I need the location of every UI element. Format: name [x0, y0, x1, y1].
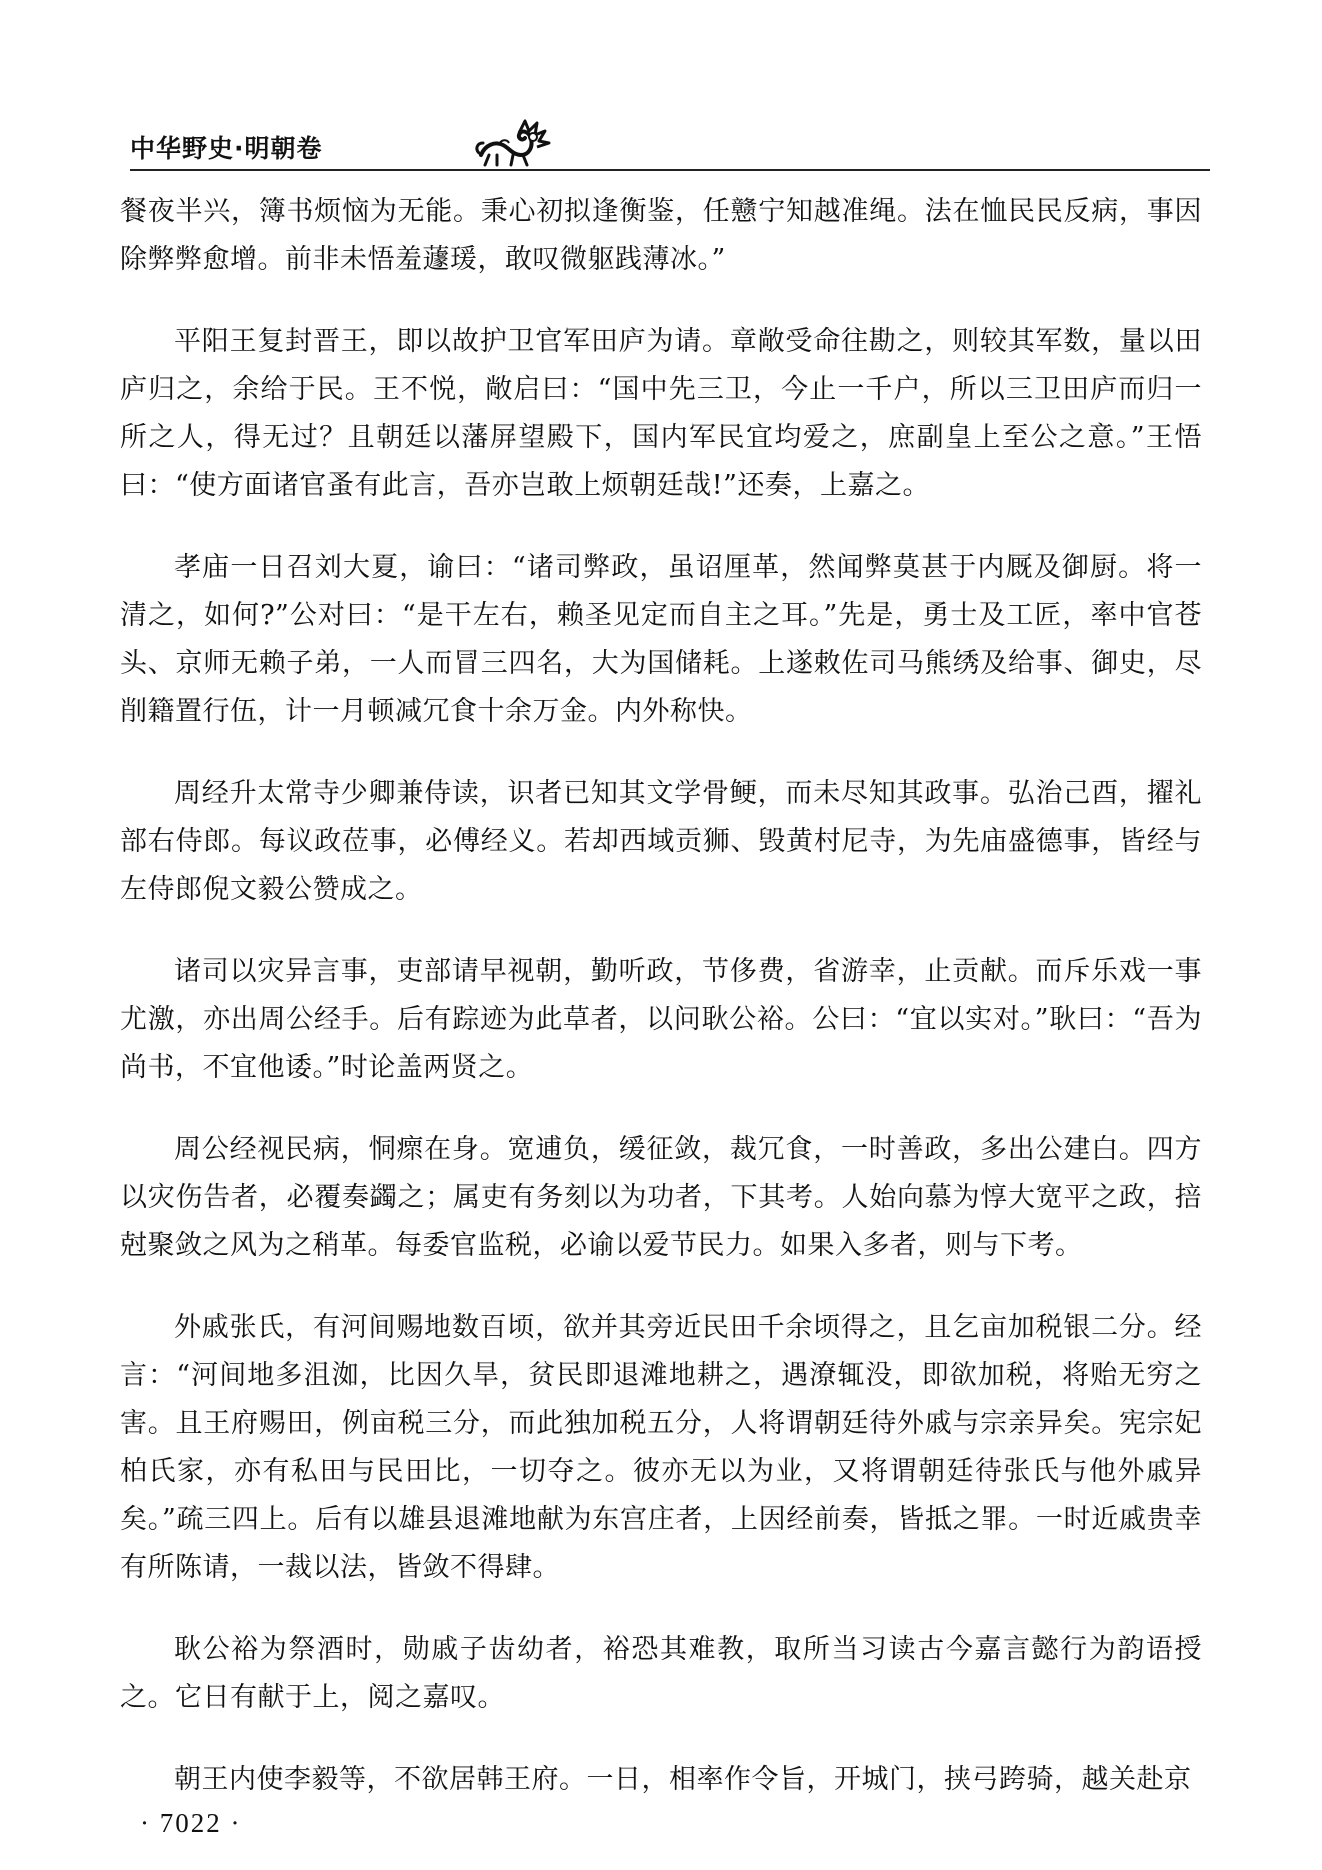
paragraph: 餐夜半兴，簿书烦恼为无能。秉心初拟逢衡鉴，任戆宁知越准绳。法在恤民民反病，事因除弊弊愈增。前非未悟羞蘧瑗，敢叹微躯践薄冰。”: [120, 196, 1202, 275]
paragraph: 周公经视民病，恫瘝在身。宽逋负，缓征敛，裁冗食，一时善政，多出公建白。四方以灾伤告者，必覆奏蠲之；属吏有务刻以为功者，下其考。人始向慕为惇大宽平之政，掊尅聚敛之风为之稍革。每委官监税，必谕以爱节民力。如果入多者，则与下考。: [120, 1134, 1202, 1261]
paragraph: 周经升太常寺少卿兼侍读，识者已知其文学骨鲠，而未尽知其政事。弘治己酉，擢礼部右侍郎。每议政莅事，必傅经义。若却西域贡狮、毁黄村尼寺，为先庙盛德事，皆经与左侍郎倪文毅公赞成之。: [120, 778, 1202, 905]
paragraph: 孝庙一日召刘大夏，谕曰：“诸司弊政，虽诏厘革，然闻弊莫甚于内厩及御厨。将一清之，如何?”公对曰：“是干左右，赖圣见定而自主之耳。”先是，勇士及工匠，率中官苍头、京师无赖子弟，一人而冒三四名，大为国储耗。上遂敕佐司马熊绣及给事、御史，尽削籍置行伍，计一月顿减冗食十余万金。内外称快。: [120, 552, 1202, 727]
paragraph: 耿公裕为祭酒时，勋戚子齿幼者，裕恐其难教，取所当习读古今嘉言懿行为韵语授之。它日有献于上，阅之嘉叹。: [120, 1634, 1202, 1713]
running-header: [130, 115, 1210, 175]
paragraph: 朝王内使李毅等，不欲居韩王府。一日，相率作令旨，开城门，挟弓跨骑，越关赴京: [174, 1764, 1192, 1795]
body-text: [120, 188, 1202, 1838]
paragraph: 诸司以灾异言事，吏部请早视朝，勤听政，节侈费，省游幸，止贡献。而斥乐戏一事尤激，亦出周公经手。后有踪迹为此草者，以问耿公裕。公曰：“宜以实对。”耿曰：“吾为尚书，不宜他诿。”时论盖两贤之。: [120, 956, 1202, 1083]
paragraph: 平阳王复封晋王，即以故护卫官军田庐为请。章敞受命往勘之，则较其军数，量以田庐归之，余给于民。王不悦，敞启曰：“国中先三卫，今止一千户，所以三卫田庐而归一所之人，得无过？且朝廷以藩屏望殿下，国内军民宜均爱之，庶副皇上至公之意。”王悟曰：“使方面诸官蚤有此言，吾亦岂敢上烦朝廷哉!”还奏，上嘉之。: [120, 326, 1202, 501]
paragraph: 外戚张氏，有河间赐地数百顷，欲并其旁近民田千余顷得之，且乞亩加税银二分。经言：“河间地多沮洳，比因久旱，贫民即退滩地耕之，遇潦辄没，即欲加税，将贻无穷之害。且王府赐田，例亩税三分，而此独加税五分，人将谓朝廷待外戚与宗亲异矣。宪宗妃柏氏家，亦有私田与民田比，一切夺之。彼亦无以为业，又将谓朝廷待张氏与他外戚异矣。”疏三四上。后有以雄县退滩地献为东宫庄者，上因经前奏，皆抵之罪。一时近戚贵幸有所陈请，一裁以法，皆敛不得肆。: [120, 1312, 1202, 1583]
page-number: · 7022 ·: [140, 1808, 242, 1838]
header-rule: [130, 169, 1210, 171]
header-title: 中华野史·明朝卷: [130, 134, 323, 163]
dragon-emblem-icon: [475, 115, 555, 167]
